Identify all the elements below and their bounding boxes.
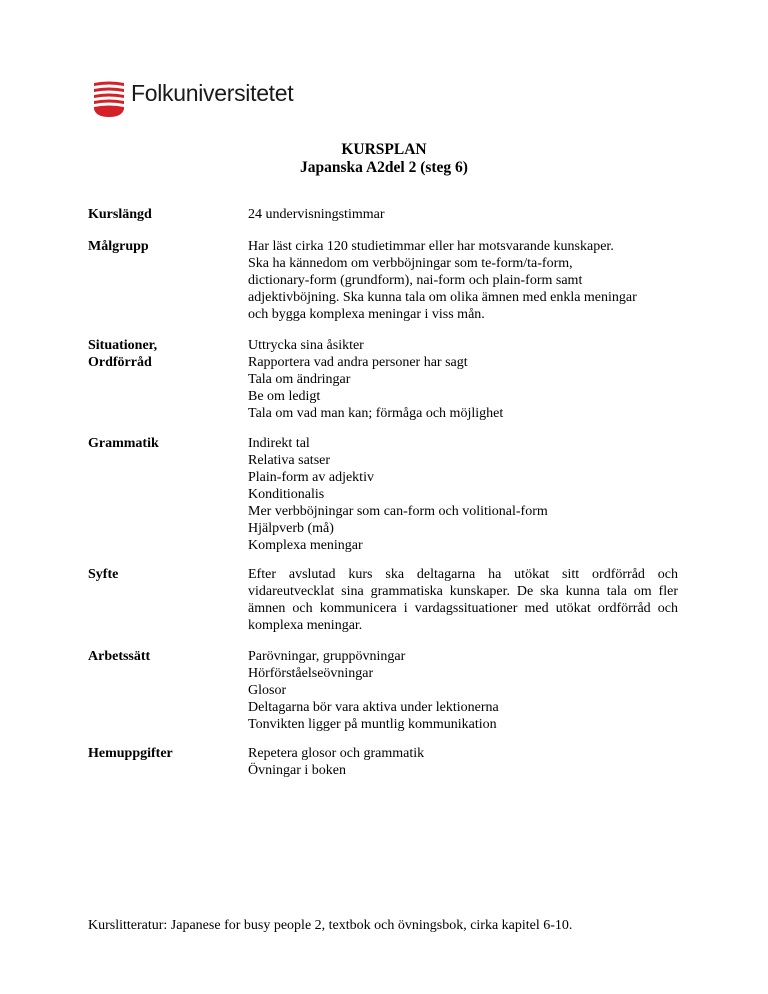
content-line: Plain-form av adjektiv [248, 470, 374, 485]
content-line: Övningar i boken [248, 763, 346, 778]
content-line: 24 undervisningstimmar [248, 207, 385, 222]
title-course-name: Japanska A2del 2 (steg 6) [300, 159, 468, 176]
content-line: Tonvikten ligger på muntlig kommunikation [248, 717, 497, 732]
title-kursplan: KURSPLAN [341, 141, 427, 158]
content-line: Relativa satser [248, 453, 331, 468]
section-label: Arbetssätt [88, 649, 151, 664]
section-label: Grammatik [88, 436, 159, 451]
section-label: Målgrupp [88, 239, 149, 254]
content-paragraph: Efter avslutad kurs ska deltagarna ha utökat sitt ordförråd och vidareutvecklat sina grammatiska kunskaper. De ska kunna tala om fler ämnen och kommunicera i vardagssituationer med utökat ordförråd och komplexa meningar. [248, 567, 678, 633]
course-literature: Kurslitteratur: Japanese for busy people 2, textbok och övningsbok, cirka kapitel 6-10. [88, 918, 573, 933]
document-title [0, 141, 768, 177]
content-line: och bygga komplexa meningar i viss mån. [248, 307, 485, 322]
content-line: Tala om ändringar [248, 372, 351, 387]
section-content [248, 566, 678, 634]
section-content [248, 435, 680, 554]
content-line: Hjälpverb (må) [248, 521, 334, 536]
content-line: Indirekt tal [248, 436, 310, 451]
content-line: Tala om vad man kan; förmåga och möjlighet [248, 406, 504, 421]
section-label [88, 337, 238, 371]
section-content [248, 206, 680, 223]
section-content [248, 238, 680, 323]
content-line: Uttrycka sina åsikter [248, 338, 364, 353]
section-label-line: Situationer, [88, 338, 158, 353]
content-line: adjektivböjning. Ska kunna tala om olika ämnen med enkla meningar [248, 290, 637, 305]
content-line: Har läst cirka 120 studietimmar eller har motsvarande kunskaper. [248, 239, 614, 254]
section-content [248, 337, 680, 422]
content-line: dictionary-form (grundform), nai-form och plain-form samt [248, 273, 583, 288]
folkuniversitetet-emblem-icon [93, 80, 125, 118]
content-line: Repetera glosor och grammatik [248, 746, 425, 761]
content-line: Deltagarna bör vara aktiva under lektionerna [248, 700, 499, 715]
content-line: Ska ha kännedom om verbböjningar som te-form/ta-form, [248, 256, 573, 271]
section-label: Syfte [88, 567, 119, 582]
content-line: Glosor [248, 683, 287, 698]
section-label: Kurslängd [88, 207, 152, 222]
folkuniversitetet-logo [93, 80, 293, 118]
content-line: Rapportera vad andra personer har sagt [248, 355, 468, 370]
content-line: Be om ledigt [248, 389, 321, 404]
section-content [248, 648, 680, 733]
section-label: Hemuppgifter [88, 746, 173, 761]
section-content [248, 745, 680, 779]
content-line: Parövningar, gruppövningar [248, 649, 406, 664]
content-line: Konditionalis [248, 487, 325, 502]
logo-wordmark: Folkuniversitetet [131, 79, 294, 106]
section-label-line: Ordförråd [88, 355, 152, 370]
content-line: Hörförståelseövningar [248, 666, 374, 681]
content-line: Mer verbböjningar som can-form och volitional-form [248, 504, 548, 519]
content-line: Komplexa meningar [248, 538, 363, 553]
